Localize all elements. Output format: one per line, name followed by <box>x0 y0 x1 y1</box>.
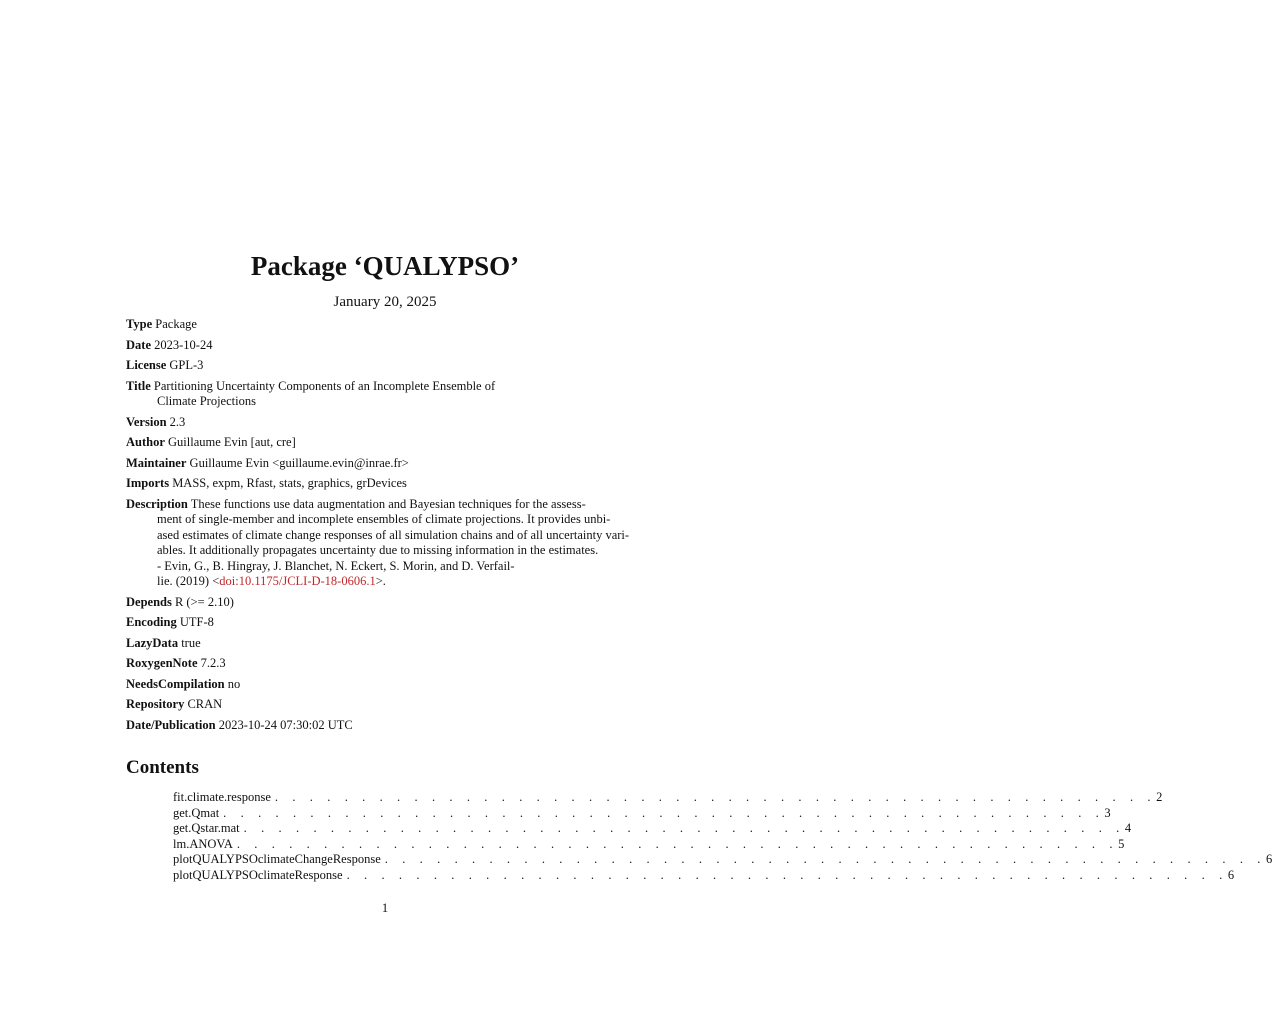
field-label: NeedsCompilation <box>126 676 225 691</box>
field-label: Depends <box>126 594 172 609</box>
toc-entry[interactable] <box>173 821 1132 837</box>
toc-page-number[interactable]: 5 <box>1118 836 1125 851</box>
toc-leader-dots: . . . . . . . . . . . . . . . . . . . . . . . . . . . . . . . . . . . . . . . . . . . . . . . . . . . <box>346 867 1228 882</box>
toc-entry-name[interactable]: plotQUALYPSOclimateResponse <box>173 867 343 882</box>
toc-page-number[interactable]: 3 <box>1104 805 1111 820</box>
field-label: Maintainer <box>126 455 187 470</box>
field-value-line: These functions use data augmentation and Bayesian techniques for the assess- <box>190 496 586 511</box>
toc-entry-name[interactable]: fit.climate.response <box>173 790 271 804</box>
field-value-line: - Evin, G., B. Hingray, J. Blanchet, N. Eckert, S. Morin, and D. Verfail- <box>157 558 515 573</box>
toc-leader-dots: . . . . . . . . . . . . . . . . . . . . . . . . . . . . . . . . . . . . . . . . . . . . . . . . . . . <box>236 836 1119 851</box>
field-label: Description <box>126 496 188 511</box>
field-label: Date <box>126 337 151 352</box>
field-value-line: ased estimates of climate change responses of all simulation chains and of all uncertainty vari- <box>157 527 630 542</box>
toc-entry[interactable] <box>173 867 1235 884</box>
toc-entry-name[interactable]: get.Qstar.mat <box>173 821 240 835</box>
toc-leader-dots: . . . . . . . . . . . . . . . . . . . . . . . . . . . . . . . . . . . . . . . . . . . . . . . . . . . <box>384 852 1266 866</box>
field-author <box>126 435 636 451</box>
field-encoding <box>126 615 636 631</box>
field-value: GPL-3 <box>169 358 204 372</box>
field-label: Encoding <box>126 615 177 629</box>
toc-entry[interactable] <box>173 852 1272 868</box>
toc-entry-name[interactable]: get.Qmat <box>173 805 220 820</box>
table-of-contents <box>173 790 1272 883</box>
field-label: Version <box>126 414 167 429</box>
field-needscompilation <box>126 677 636 693</box>
field-label: RoxygenNote <box>126 656 198 670</box>
toc-page-number[interactable]: 2 <box>1156 790 1163 804</box>
field-maintainer <box>126 456 636 472</box>
field-value: true <box>181 635 201 650</box>
field-value: 7.2.3 <box>200 656 226 670</box>
toc-page-number[interactable]: 4 <box>1124 821 1132 835</box>
field-value-line: ment of single-member and incomplete ensembles of climate projections. It provides unbi- <box>157 512 611 526</box>
field-label: Imports <box>126 476 170 490</box>
toc-entry[interactable] <box>173 790 1163 806</box>
doi-link[interactable]: doi:10.1175/JCLI-D-18-0606.1 <box>219 574 376 588</box>
field-value: 2023-10-24 07:30:02 UTC <box>218 717 353 732</box>
field-label: Repository <box>126 697 185 711</box>
toc-entry-name[interactable]: lm.ANOVA <box>173 836 233 851</box>
toc-page-number[interactable]: 6 <box>1266 852 1272 866</box>
field-value: CRAN <box>187 697 223 711</box>
field-date-publication <box>126 718 636 734</box>
toc-leader-dots: . . . . . . . . . . . . . . . . . . . . . . . . . . . . . . . . . . . . . . . . . . . . . . . . . . . <box>274 790 1157 804</box>
field-value: MASS, expm, Rfast, stats, graphics, grDevices <box>172 476 407 490</box>
field-description <box>126 497 636 590</box>
document-date: January 20, 2025 <box>333 294 437 310</box>
citation-prefix: lie. (2019) < <box>157 574 220 588</box>
field-imports <box>126 476 636 492</box>
field-lazydata <box>126 636 636 652</box>
toc-entry[interactable] <box>173 805 1111 822</box>
field-license <box>126 358 636 374</box>
field-value: no <box>227 676 241 691</box>
field-value: Guillaume Evin [aut, cre] <box>168 435 296 449</box>
field-value-line: ables. It additionally propagates uncertainty due to missing information in the estimates. <box>157 543 599 557</box>
field-value: 2023-10-24 <box>154 337 213 352</box>
field-value-line <box>126 574 636 590</box>
field-type <box>126 317 636 333</box>
field-title <box>126 379 636 410</box>
field-repository <box>126 697 636 713</box>
field-value-line: Partitioning Uncertainty Components of an Incomplete Ensemble of <box>153 378 496 393</box>
field-value: Package <box>155 317 197 331</box>
contents-heading: Contents <box>126 757 199 778</box>
page-number: 1 <box>381 901 389 915</box>
toc-leader-dots: . . . . . . . . . . . . . . . . . . . . . . . . . . . . . . . . . . . . . . . . . . . . . . . . . . . <box>223 805 1105 820</box>
field-roxygennote <box>126 656 636 672</box>
field-label: LazyData <box>126 635 179 650</box>
field-label: Date/Publication <box>126 717 216 732</box>
citation-suffix: >. <box>375 574 386 588</box>
toc-leader-dots: . . . . . . . . . . . . . . . . . . . . . . . . . . . . . . . . . . . . . . . . . . . . . . . . . . . <box>243 821 1125 835</box>
toc-page-number[interactable]: 6 <box>1227 867 1235 882</box>
field-label: Type <box>126 317 153 331</box>
field-value: UTF-8 <box>179 615 214 629</box>
package-fields <box>126 317 636 738</box>
toc-entry[interactable] <box>173 836 1125 853</box>
field-depends <box>126 595 636 611</box>
field-date <box>126 338 636 354</box>
field-value: R (>= 2.10) <box>174 594 234 609</box>
field-value-line: Climate Projections <box>157 394 256 408</box>
field-label: License <box>126 358 167 372</box>
field-label: Author <box>126 435 165 449</box>
package-title: Package ‘QUALYPSO’ <box>250 251 520 281</box>
toc-entry-name[interactable]: plotQUALYPSOclimateChangeResponse <box>173 852 381 866</box>
field-value: Guillaume Evin <guillaume.evin@inrae.fr> <box>189 455 409 470</box>
field-label: Title <box>126 378 151 393</box>
field-value: 2.3 <box>169 414 186 429</box>
field-version <box>126 415 636 431</box>
